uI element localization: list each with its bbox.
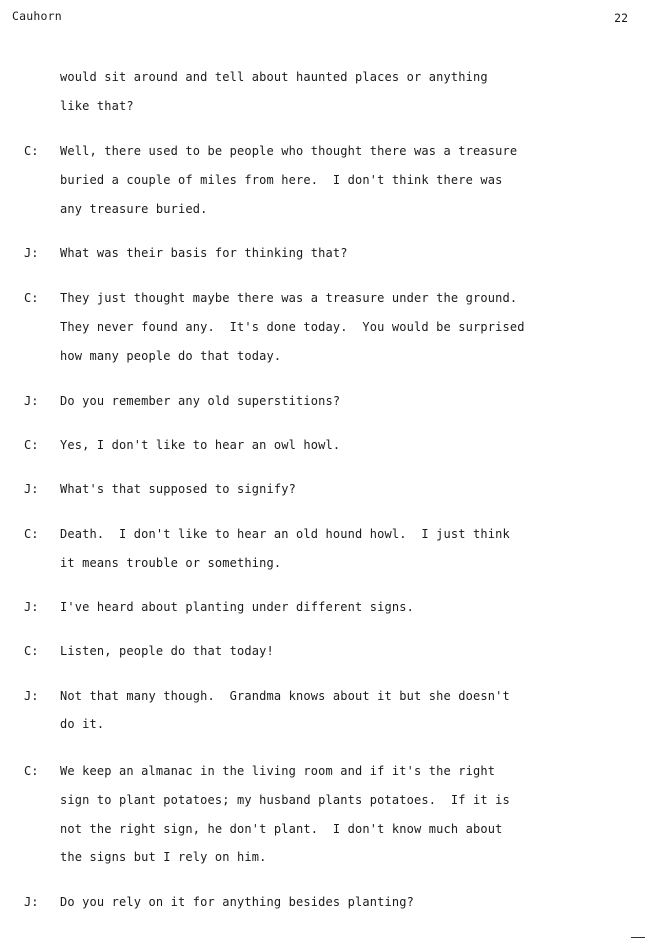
text-line: Yes, I don't like to hear an owl howl. <box>60 438 341 452</box>
text-line: What was their basis for thinking that? <box>60 246 348 260</box>
speaker-label: J: <box>24 482 39 496</box>
text-line: Do you rely on it for anything besides planting? <box>60 895 414 909</box>
speaker-label: C: <box>24 144 39 158</box>
speaker-label: J: <box>24 394 39 408</box>
speaker-label: J: <box>24 689 39 703</box>
text-line: like that? <box>60 99 134 113</box>
text-line: any treasure buried. <box>60 202 208 216</box>
text-line: it means trouble or something. <box>60 556 282 570</box>
speaker-label: C: <box>24 527 39 541</box>
speaker-label: C: <box>24 291 39 305</box>
speaker-label: C: <box>24 644 39 658</box>
text-line: They never found any. It's done today. You would be surprised <box>60 320 525 334</box>
speaker-label: J: <box>24 895 39 909</box>
text-line: Listen, people do that today! <box>60 644 274 658</box>
text-line: the signs but I rely on him. <box>60 850 267 864</box>
text-line: Not that many though. Grandma knows about it but she doesn't <box>60 689 510 703</box>
text-line: We keep an almanac in the living room and if it's the right <box>60 764 496 778</box>
page-edge-mark <box>631 937 645 938</box>
text-line: What's that supposed to signify? <box>60 482 296 496</box>
text-line: how many people do that today. <box>60 349 282 363</box>
text-line: Well, there used to be people who thought there was a treasure <box>60 144 518 158</box>
text-line: Do you remember any old superstitions? <box>60 394 341 408</box>
text-line: sign to plant potatoes; my husband plants potatoes. If it is <box>60 793 510 807</box>
text-line: buried a couple of miles from here. I don't think there was <box>60 173 503 187</box>
text-line: Death. I don't like to hear an old hound howl. I just think <box>60 527 510 541</box>
text-line: would sit around and tell about haunted places or anything <box>60 70 488 84</box>
page-number: 22 <box>614 11 628 25</box>
speaker-label: C: <box>24 764 39 778</box>
speaker-label: C: <box>24 438 39 452</box>
text-line: I've heard about planting under different signs. <box>60 600 414 614</box>
header-name: Cauhorn <box>12 9 62 23</box>
speaker-label: J: <box>24 600 39 614</box>
text-line: not the right sign, he don't plant. I don't know much about <box>60 822 503 836</box>
text-line: do it. <box>60 717 105 731</box>
text-line: They just thought maybe there was a treasure under the ground. <box>60 291 518 305</box>
speaker-label: J: <box>24 246 39 260</box>
